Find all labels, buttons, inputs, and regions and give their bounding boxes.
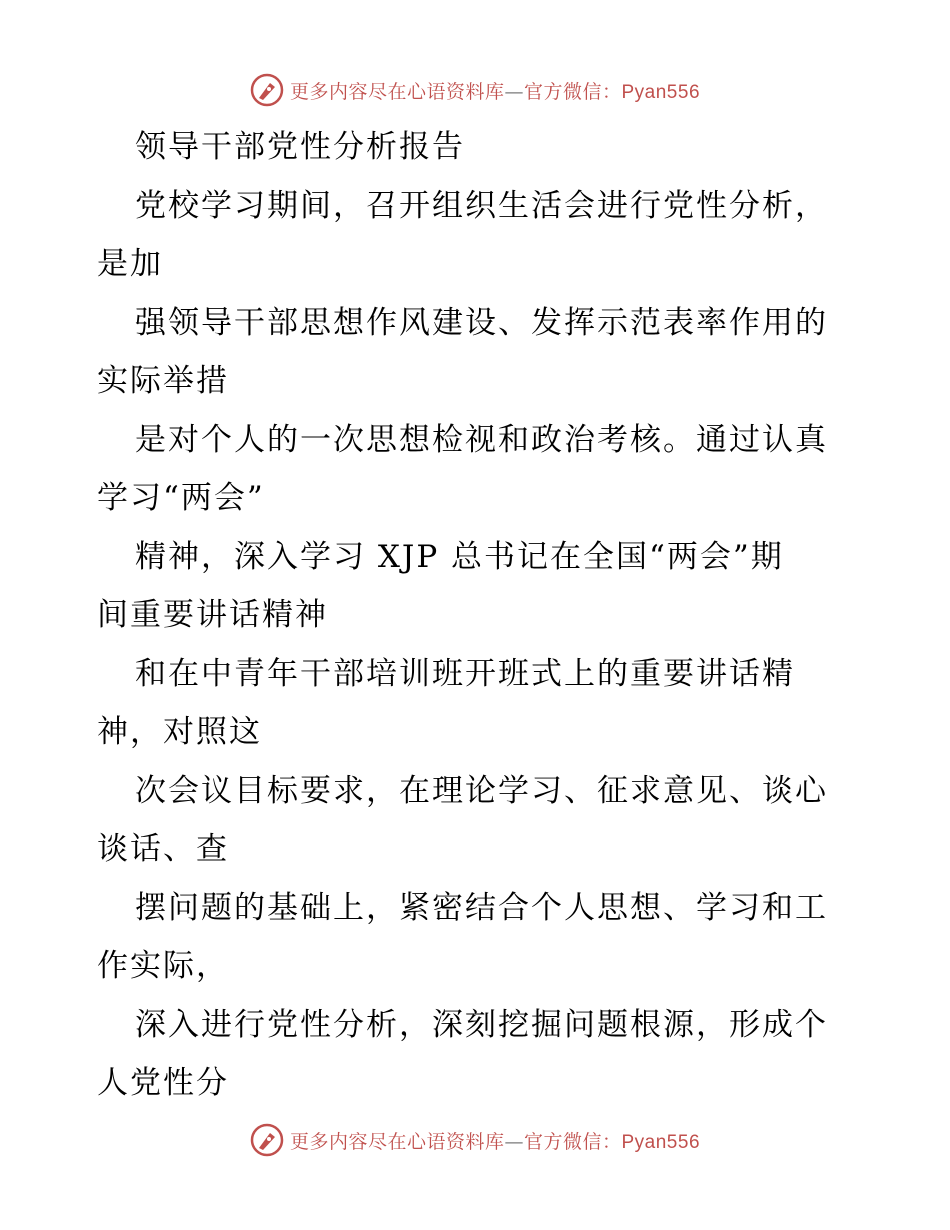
header-site-text: 更多内容尽在心语资料库	[289, 80, 505, 103]
header-wechat-id: Pyan556	[621, 81, 701, 103]
document-title: 领导干部党性分析报告	[135, 129, 465, 165]
paragraph-line: 是对个人的一次思想检视和政治考核。通过认真	[135, 421, 828, 458]
paragraph-line: 间重要讲话精神	[97, 597, 328, 633]
paragraph-line: 谈话、查	[97, 831, 229, 867]
header-watermark-text	[290, 77, 700, 104]
footer-separator: —	[504, 1130, 524, 1153]
paragraph-line: 神，对照这	[97, 714, 262, 750]
paragraph-line: 次会议目标要求，在理论学习、征求意见、谈心	[135, 772, 828, 809]
document-body	[97, 118, 857, 1113]
footer-wechat-label: 官方微信：	[523, 1130, 622, 1153]
footer-wechat-id: Pyan556	[621, 1131, 701, 1153]
paragraph-line: 人党性分	[97, 1065, 229, 1101]
paragraph-line: 深入进行党性分析，深刻挖掘问题根源，形成个	[135, 1006, 828, 1043]
paragraph-line: 党校学习期间，召开组织生活会进行党性分析，	[135, 187, 828, 224]
paragraph-line: 强领导干部思想作风建设、发挥示范表率作用的	[135, 304, 828, 341]
paragraph-line: 精神，深入学习 XJP 总书记在全国“两会”期	[135, 538, 784, 575]
pen-nib-seal-icon	[250, 73, 284, 107]
paragraph-line: 作实际，	[97, 948, 229, 984]
paragraph-line: 学习“两会”	[97, 480, 265, 516]
paragraph-line: 和在中青年干部培训班开班式上的重要讲话精	[135, 655, 795, 692]
paragraph-line: 实际举措	[97, 363, 229, 399]
footer-watermark	[0, 1120, 950, 1160]
paragraph-line: 摆问题的基础上，紧密结合个人思想、学习和工	[135, 889, 828, 926]
footer-site-text: 更多内容尽在心语资料库	[289, 1130, 505, 1153]
header-wechat-label: 官方微信：	[523, 80, 622, 103]
footer-watermark-text	[290, 1127, 700, 1154]
paragraph-line: 是加	[97, 246, 163, 282]
header-separator: —	[504, 80, 524, 103]
header-watermark	[0, 70, 950, 110]
pen-nib-seal-icon	[250, 1123, 284, 1157]
